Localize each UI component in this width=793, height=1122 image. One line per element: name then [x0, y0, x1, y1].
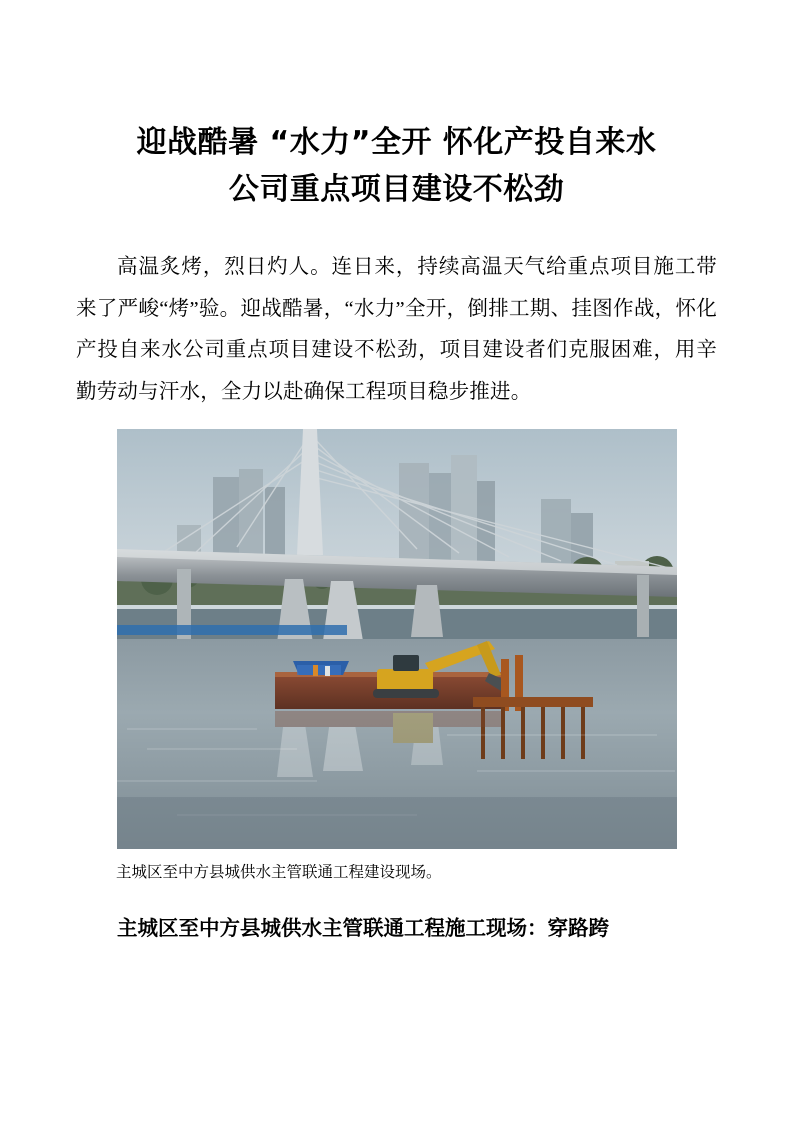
page-title-line-2: 公司重点项目建设不松劲: [228, 171, 565, 207]
construction-site-photo: [117, 429, 677, 849]
figure: [76, 429, 717, 886]
body-paragraph: 高温炙烤，烈日灼人。连日来，持续高温天气给重点项目施工带来了严峻“烤”验。迎战酷暑，“水力”全开，倒排工期、挂图作战，怀化产投自来水公司重点项目建设不松劲，项目建设者们克服困难，用辛勤劳动与汗水，全力以赴确保工程项目稳步推进。: [76, 256, 717, 403]
section-subheading: 主城区至中方县城供水主管联通工程施工现场：穿路跨: [117, 916, 609, 941]
page-title-line-1: 迎战酷暑 “水力”全开 怀化产投自来水: [136, 125, 657, 160]
photo-illustration: [117, 429, 677, 849]
page-title: [76, 120, 717, 213]
figure-caption: 主城区至中方县城供水主管联通工程建设现场。: [116, 864, 442, 882]
